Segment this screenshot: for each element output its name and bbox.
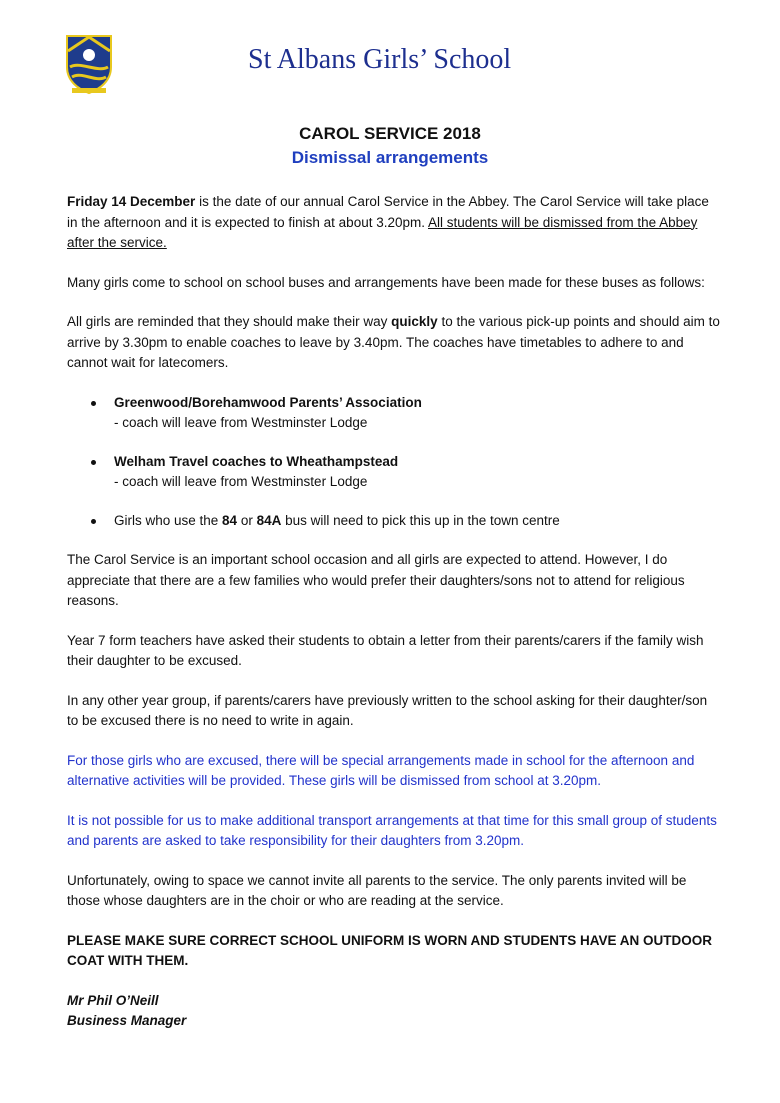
paragraph-date bbox=[67, 192, 722, 254]
letter-body bbox=[67, 192, 722, 1032]
bus-detail: - coach will leave from Westminster Lodge bbox=[114, 474, 368, 489]
paragraph-excused: For those girls who are excused, there will be special arrangements made in school for the afternoon and alternative activities will be provided. These girls will be dismissed from school at 3.20pm. bbox=[67, 752, 695, 788]
reminder-text-a: All girls are reminded that they should make their way bbox=[67, 314, 392, 329]
dismissal-notice: All students will be dismissed from the Abbey after the service. bbox=[67, 214, 698, 250]
document-title: CAROL SERVICE 2018 bbox=[299, 124, 481, 143]
bus-title: Greenwood/Borehamwood Parents’ Association bbox=[114, 394, 422, 410]
uniform-notice: PLEASE MAKE SURE CORRECT SCHOOL UNIFORM IS WORN AND STUDENTS HAVE AN OUTDOOR COAT WITH THEM. bbox=[67, 932, 713, 968]
bus-number: 84 bbox=[222, 512, 238, 528]
bus-detail: - coach will leave from Westminster Lodge bbox=[114, 415, 368, 430]
list-item bbox=[67, 452, 722, 493]
paragraph-buses: Many girls come to school on school buses and arrangements have been made for these buses as follows: bbox=[67, 274, 705, 290]
paragraph-other-years: In any other year group, if parents/carers have previously written to the school asking for their daughter/son to be excused there is no need to write in again. bbox=[67, 692, 708, 728]
date-highlight: Friday 14 December bbox=[67, 194, 196, 209]
reminder-text-b: to the various pick-up points and should aim to arrive by 3.30pm to enable coaches to leave by 3.40pm. The coaches have timetables to adhere to and cannot wait for latecomers. bbox=[67, 314, 720, 370]
signature-role: Business Manager bbox=[67, 1013, 187, 1028]
bus-title: Welham Travel coaches to Wheathampstead bbox=[114, 453, 399, 469]
school-name: St Albans Girls’ School bbox=[248, 44, 512, 75]
bus-list bbox=[67, 393, 722, 532]
paragraph-attendance: The Carol Service is an important school occasion and all girls are expected to attend. However, I do appreciate that there are a few families who would prefer their daughters/sons not to attend for religious reasons. bbox=[67, 552, 685, 608]
paragraph-parents: Unfortunately, owing to space we cannot invite all parents to the service. The only parents invited will be those whose daughters are in the choir or who are reading at the service. bbox=[67, 872, 687, 908]
reminder-emphasis: quickly bbox=[391, 314, 438, 329]
bus-text: or bbox=[237, 512, 257, 528]
bus-text: bus will need to pick this up in the town centre bbox=[281, 512, 560, 528]
paragraph-reminder bbox=[67, 312, 722, 374]
list-item bbox=[67, 393, 722, 434]
signature-name: Mr Phil O’Neill bbox=[67, 992, 159, 1008]
document-subtitle: Dismissal arrangements bbox=[291, 148, 489, 167]
date-text: is the date of our annual Carol Service in the Abbey. The Carol Service will take place in the afternoon and it is expected to finish at about 3.20pm. bbox=[67, 194, 709, 230]
paragraph-transport: It is not possible for us to make additional transport arrangements at that time for this small group of students and parents are asked to take responsibility for their daughters from 3.20pm. bbox=[67, 812, 717, 848]
school-crest-logo bbox=[64, 33, 114, 95]
list-item bbox=[67, 511, 722, 532]
bus-number: 84A bbox=[256, 512, 282, 528]
paragraph-year7: Year 7 form teachers have asked their students to obtain a letter from their parents/carers if the family wish their daughter to be excused. bbox=[67, 632, 704, 668]
bus-text: Girls who use the bbox=[114, 512, 223, 528]
